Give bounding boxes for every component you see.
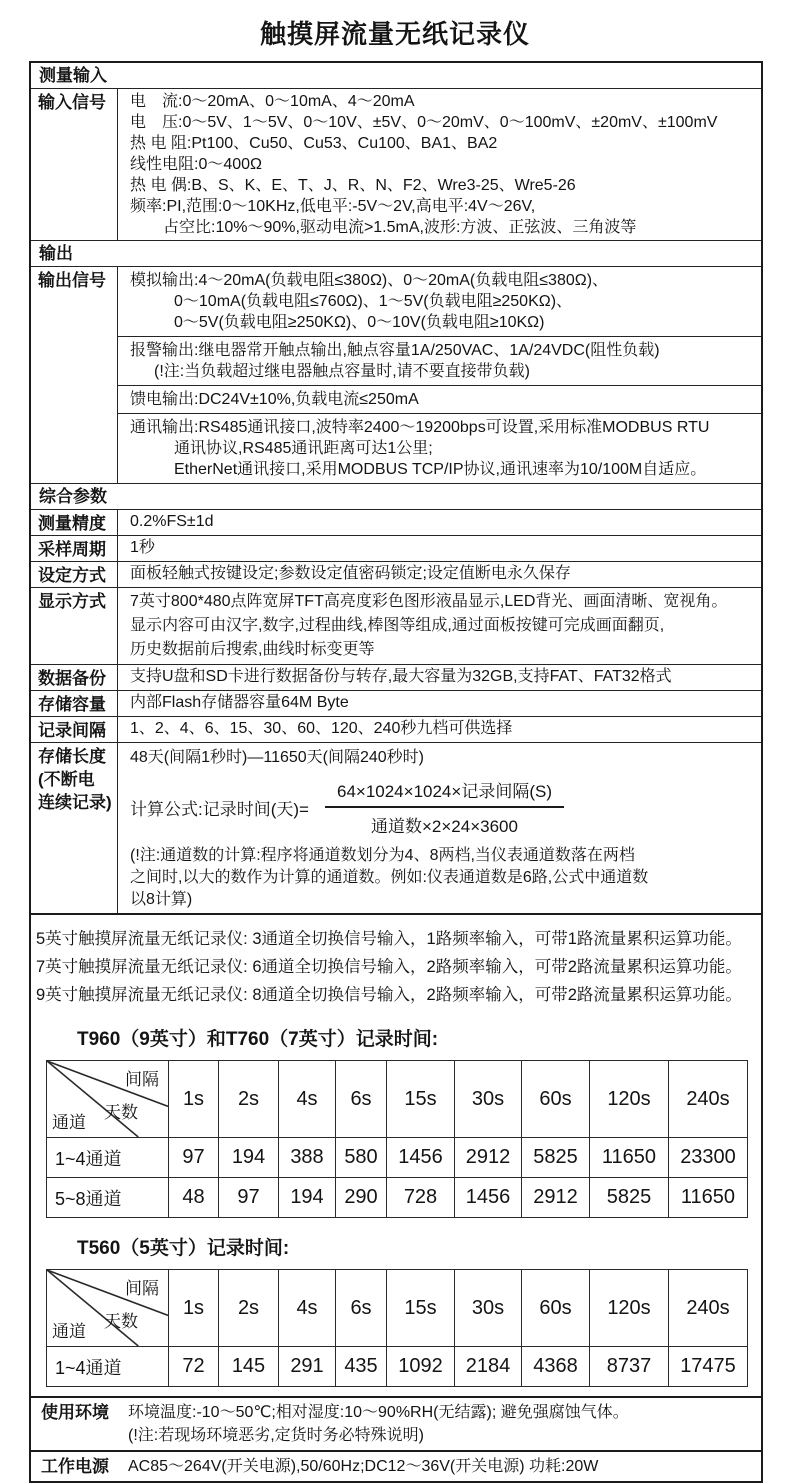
feedback-output-block bbox=[118, 385, 761, 413]
row-output-signal bbox=[31, 267, 761, 484]
row-label-cell: 5~8通道 bbox=[47, 1178, 169, 1218]
section-header-measurement-input: 测量输入 bbox=[31, 63, 761, 89]
row-input-signal bbox=[31, 89, 761, 241]
row-label-display: 显示方式 bbox=[31, 588, 118, 664]
row-setting bbox=[31, 562, 761, 588]
days-value-cell: 1456 bbox=[455, 1178, 522, 1218]
row-label-sampling: 采样周期 bbox=[31, 536, 118, 561]
storage-content bbox=[118, 743, 761, 913]
fraction-numerator: 64×1024×1024×记录间隔(S) bbox=[325, 777, 564, 808]
row-label-input-signal: 输入信号 bbox=[31, 89, 118, 240]
fraction-denominator: 通道数×2×24×3600 bbox=[371, 817, 518, 836]
comm-output-block bbox=[118, 413, 761, 483]
page-title: 触摸屏流量无纸记录仪 bbox=[259, 19, 530, 49]
interval-header-cell: 120s bbox=[590, 1061, 669, 1138]
row-capacity bbox=[31, 691, 761, 717]
days-value-cell: 72 bbox=[169, 1347, 219, 1387]
interval-header-cell: 6s bbox=[336, 1061, 387, 1138]
interval-header-cell: 240s bbox=[669, 1061, 748, 1138]
days-value-cell: 11650 bbox=[590, 1138, 669, 1178]
days-value-cell: 17475 bbox=[669, 1347, 748, 1387]
capacity-value: 内部Flash存储器容量64M Byte bbox=[130, 694, 349, 711]
section-header-general-params: 综合参数 bbox=[31, 484, 761, 510]
spec-line: 线性电阻:0～400Ω bbox=[130, 156, 263, 173]
row-sampling bbox=[31, 536, 761, 562]
record-table-header-row bbox=[47, 1061, 748, 1138]
spec-line: 模拟输出:4～20mA(负载电阻≤380Ω)、0～20mA(负载电阻≤380Ω)、 bbox=[130, 272, 609, 289]
spec-line: 电 流:0～20mA、0～10mA、4～20mA bbox=[130, 93, 415, 110]
record-table-1-title: T960（9英寸）和T760（7英寸）记录时间: bbox=[77, 1029, 439, 1050]
days-value-cell: 290 bbox=[336, 1178, 387, 1218]
spec-line: EtherNet通讯接口,采用MODBUS TCP/IP协议,通讯速率为10/100M自适应。 bbox=[174, 461, 707, 478]
days-value-cell: 291 bbox=[279, 1347, 336, 1387]
interval-header-cell: 60s bbox=[522, 1061, 590, 1138]
row-label-power-supply: 工作电源 bbox=[41, 1457, 109, 1476]
record-table-row-1-4 bbox=[47, 1138, 748, 1178]
interval-header-cell: 1s bbox=[169, 1270, 219, 1347]
analog-output-block bbox=[118, 267, 761, 336]
days-value-cell: 388 bbox=[279, 1138, 336, 1178]
spec-line: 通讯输出:RS485通讯接口,波特率2400～19200bps可设置,采用标准MODBUS RTU bbox=[130, 419, 710, 436]
corner-label-interval: 间隔 bbox=[125, 1070, 159, 1089]
model-line-5inch: 5英寸触摸屏流量无纸记录仪: 3通道全切换信号输入，1路频率输入，可带1路流量累积运算功能。 bbox=[36, 930, 742, 948]
interval-header-cell: 2s bbox=[219, 1270, 279, 1347]
display-content bbox=[118, 588, 761, 664]
days-value-cell: 2912 bbox=[522, 1178, 590, 1218]
interval-header-cell: 4s bbox=[279, 1061, 336, 1138]
interval-header-cell: 30s bbox=[455, 1270, 522, 1347]
row-label-output-signal: 输出信号 bbox=[31, 267, 118, 483]
input-signal-content bbox=[118, 89, 761, 240]
row-backup bbox=[31, 665, 761, 691]
spec-line: 历史数据前后搜索,曲线时标变更等 bbox=[130, 641, 375, 658]
interval-header-cell: 60s bbox=[522, 1270, 590, 1347]
formula-prefix: 计算公式:记录时间(天)= bbox=[130, 799, 309, 819]
record-table-row-1-4 bbox=[47, 1347, 748, 1387]
days-value-cell: 580 bbox=[336, 1138, 387, 1178]
record-table-row-5-8 bbox=[47, 1178, 748, 1218]
days-value-cell: 194 bbox=[219, 1138, 279, 1178]
backup-value: 支持U盘和SD卡进行数据备份与转存,最大容量为32GB,支持FAT、FAT32格式 bbox=[130, 668, 672, 685]
spec-line: 0～10mA(负载电阻≤760Ω)、1～5V(负载电阻≥250KΩ)、 bbox=[174, 293, 573, 310]
record-table-t960-t760 bbox=[46, 1060, 748, 1218]
corner-label-channel: 通道 bbox=[52, 1113, 86, 1132]
days-value-cell: 2184 bbox=[455, 1347, 522, 1387]
label-line: (不断电 bbox=[38, 770, 95, 789]
power-supply-content bbox=[128, 1455, 761, 1478]
days-value-cell: 4368 bbox=[522, 1347, 590, 1387]
row-label-cell: 1~4通道 bbox=[47, 1138, 169, 1178]
days-value-cell: 1092 bbox=[387, 1347, 455, 1387]
storage-note-line: 之间时,以大的数作为计算的通道数。例如:仪表通道数是6路,公式中通道数 bbox=[130, 869, 649, 886]
environment-note: (!注:若现场环境恶劣,定货时务必特殊说明) bbox=[128, 1427, 424, 1444]
interval-header-cell: 2s bbox=[219, 1061, 279, 1138]
spec-line: 热 电 阻:Pt100、Cu50、Cu53、Cu100、BA1、BA2 bbox=[130, 135, 498, 152]
spec-line: 占空比:10%～90%,驱动电流>1.5mA,波形:方波、正弦波、三角波等 bbox=[163, 219, 637, 236]
label-line: 存储长度 bbox=[38, 747, 106, 766]
section-header-output: 输出 bbox=[31, 241, 761, 267]
corner-label-days: 天数 bbox=[104, 1103, 138, 1122]
row-label-storage-length bbox=[31, 743, 118, 913]
record-table-t560 bbox=[46, 1269, 748, 1387]
row-label-accuracy: 测量精度 bbox=[31, 510, 118, 535]
spec-line: 热 电 偶:B、S、K、E、T、J、R、N、F2、Wre3-25、Wre5-26 bbox=[130, 177, 576, 194]
spec-sheet bbox=[29, 61, 763, 1483]
model-line-9inch: 9英寸触摸屏流量无纸记录仪: 8通道全切换信号输入，2路频率输入，可带2路流量累积运算功能。 bbox=[36, 986, 742, 1004]
row-accuracy bbox=[31, 510, 761, 536]
corner-header-cell bbox=[47, 1270, 169, 1347]
row-power-supply bbox=[31, 1450, 761, 1481]
interval-header-cell: 15s bbox=[387, 1270, 455, 1347]
interval-header-cell: 1s bbox=[169, 1061, 219, 1138]
interval-header-cell: 15s bbox=[387, 1061, 455, 1138]
spec-line: 通讯协议,RS485通讯距离可达1公里; bbox=[174, 440, 433, 457]
output-signal-content bbox=[118, 267, 761, 483]
sampling-value: 1秒 bbox=[130, 539, 155, 556]
days-value-cell: 435 bbox=[336, 1347, 387, 1387]
record-table-2-title: T560（5英寸）记录时间: bbox=[77, 1238, 290, 1259]
spec-line: 7英寸800*480点阵宽屏TFT高亮度彩色图形液晶显示,LED背光、画面清晰、宽视角。 bbox=[130, 593, 728, 610]
row-label-environment: 使用环境 bbox=[41, 1403, 109, 1422]
lower-section bbox=[31, 913, 761, 1481]
days-value-cell: 97 bbox=[169, 1138, 219, 1178]
row-display bbox=[31, 588, 761, 665]
environment-content bbox=[128, 1401, 761, 1447]
setting-value: 面板轻触式按键设定;参数设定值密码锁定;设定值断电永久保存 bbox=[130, 565, 571, 582]
model-line-7inch: 7英寸触摸屏流量无纸记录仪: 6通道全切换信号输入，2路频率输入，可带2路流量累积运算功能。 bbox=[36, 958, 742, 976]
storage-range: 48天(间隔1秒时)—11650天(间隔240秒时) bbox=[130, 749, 425, 766]
corner-label-channel: 通道 bbox=[52, 1322, 86, 1341]
days-value-cell: 1456 bbox=[387, 1138, 455, 1178]
row-label-setting: 设定方式 bbox=[31, 562, 118, 587]
interval-header-cell: 120s bbox=[590, 1270, 669, 1347]
alarm-output-block bbox=[118, 336, 761, 385]
corner-header-cell bbox=[47, 1061, 169, 1138]
storage-note-line: (!注:通道数的计算:程序将通道数划分为4、8两档,当仪表通道数落在两档 bbox=[130, 847, 635, 864]
interval-header-cell: 30s bbox=[455, 1061, 522, 1138]
power-supply-value: AC85～264V(开关电源),50/60Hz;DC12～36V(开关电源) 功耗:20W bbox=[128, 1458, 599, 1475]
interval-header-cell: 6s bbox=[336, 1270, 387, 1347]
days-value-cell: 8737 bbox=[590, 1347, 669, 1387]
days-value-cell: 23300 bbox=[669, 1138, 748, 1178]
days-value-cell: 2912 bbox=[455, 1138, 522, 1178]
corner-label-days: 天数 bbox=[104, 1312, 138, 1331]
spec-line: 频率:PI,范围:0～10KHz,低电平:-5V～2V,高电平:4V～26V, bbox=[130, 198, 536, 215]
row-storage-length bbox=[31, 743, 761, 913]
spec-line: (!注:当负载超过继电器触点容量时,请不要直接带负载) bbox=[154, 363, 530, 380]
accuracy-value: 0.2%FS±1d bbox=[130, 513, 214, 530]
days-value-cell: 194 bbox=[279, 1178, 336, 1218]
days-value-cell: 5825 bbox=[590, 1178, 669, 1218]
environment-line: 环境温度:-10～50℃;相对湿度:10～90%RH(无结露); 避免强腐蚀气体。 bbox=[128, 1404, 629, 1421]
row-interval bbox=[31, 717, 761, 743]
interval-header-cell: 240s bbox=[669, 1270, 748, 1347]
row-label-capacity: 存储容量 bbox=[31, 691, 118, 716]
days-value-cell: 11650 bbox=[669, 1178, 748, 1218]
days-value-cell: 48 bbox=[169, 1178, 219, 1218]
days-value-cell: 728 bbox=[387, 1178, 455, 1218]
days-value-cell: 5825 bbox=[522, 1138, 590, 1178]
storage-note-line: 以8计算) bbox=[130, 891, 193, 908]
spec-line: 电 压:0～5V、1～5V、0～10V、±5V、0～20mV、0～100mV、±20mV、±100mV bbox=[130, 114, 718, 131]
spec-line: 报警输出:继电器常开触点输出,触点容量1A/250VAC、1A/24VDC(阻性负载) bbox=[130, 342, 660, 359]
row-label-cell: 1~4通道 bbox=[47, 1347, 169, 1387]
row-label-backup: 数据备份 bbox=[31, 665, 118, 690]
row-label-interval: 记录间隔 bbox=[31, 717, 118, 742]
spec-line: 馈电输出:DC24V±10%,负载电流≤250mA bbox=[130, 391, 419, 408]
label-line: 连续记录) bbox=[38, 793, 112, 812]
spec-line: 0～5V(负载电阻≥250KΩ)、0～10V(负载电阻≥10KΩ) bbox=[174, 314, 545, 331]
corner-label-interval: 间隔 bbox=[125, 1279, 159, 1298]
interval-header-cell: 4s bbox=[279, 1270, 336, 1347]
interval-value: 1、2、4、6、15、30、60、120、240秒九档可供选择 bbox=[130, 720, 513, 737]
record-table-header-row bbox=[47, 1270, 748, 1347]
storage-formula bbox=[130, 777, 761, 837]
spec-line: 显示内容可由汉字,数字,过程曲线,棒图等组成,通过面板按键可完成画面翻页, bbox=[130, 617, 665, 634]
row-environment bbox=[31, 1396, 761, 1450]
model-descriptions bbox=[31, 925, 761, 1009]
formula-fraction bbox=[325, 777, 564, 837]
days-value-cell: 145 bbox=[219, 1347, 279, 1387]
days-value-cell: 97 bbox=[219, 1178, 279, 1218]
